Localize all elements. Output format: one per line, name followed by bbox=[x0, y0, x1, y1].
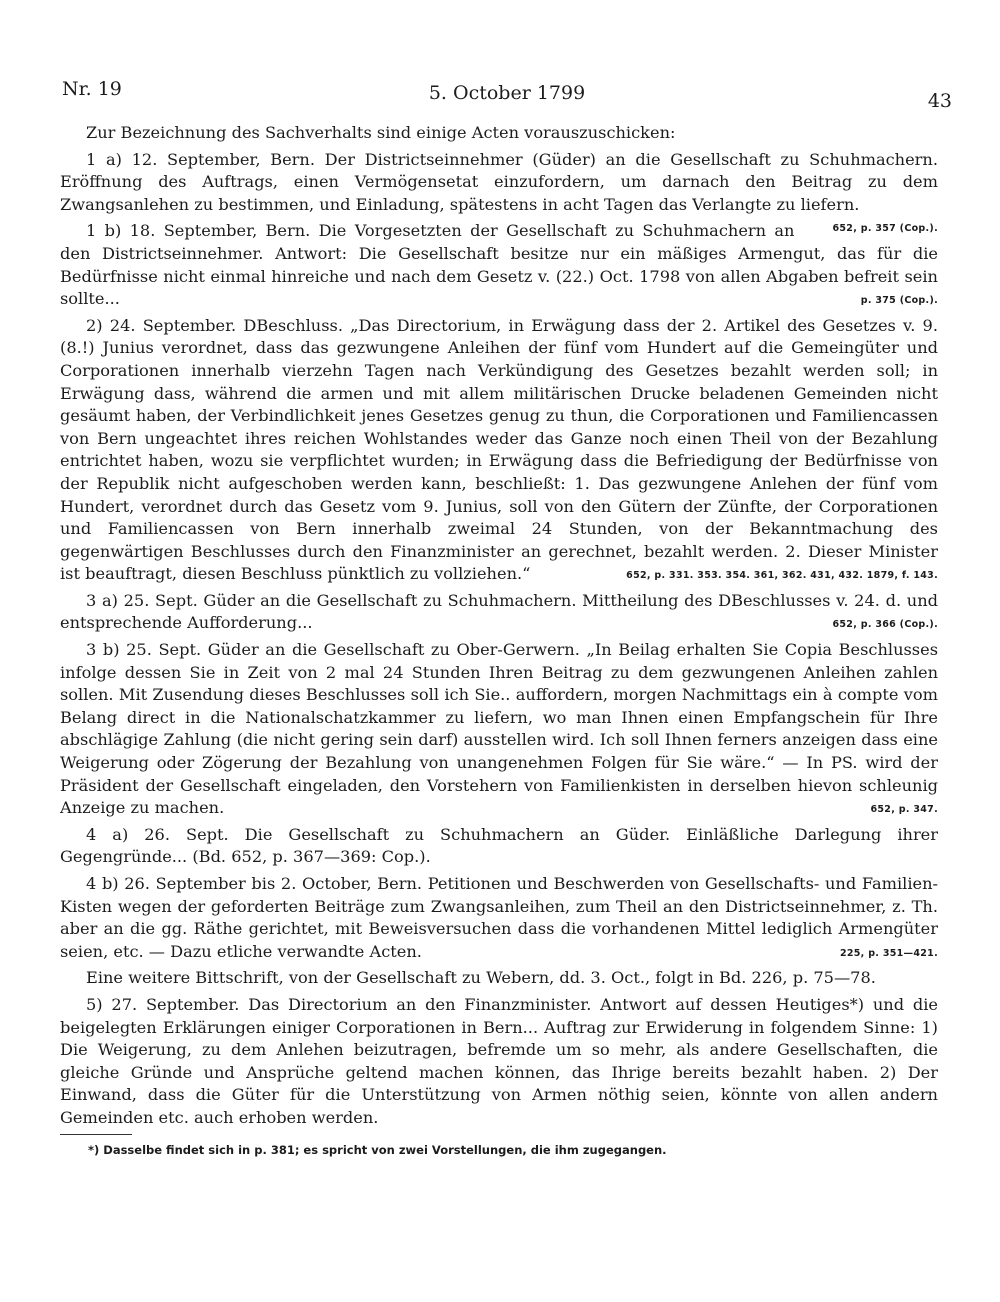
paragraph-4a: 4 a) 26. Sept. Die Gesellschaft zu Schuhmachern an Güder. Einläßliche Darlegung ihrer Gegengründe... (Bd. 652, p. 367—369: Cop.). bbox=[60, 824, 938, 867]
page-number: 43 bbox=[927, 90, 952, 112]
footnote-rule bbox=[60, 1134, 132, 1135]
archive-reference: 652, p. 357 (Cop.). bbox=[832, 223, 938, 235]
archive-reference: 652, p. 347. bbox=[870, 804, 938, 816]
archive-reference: p. 375 (Cop.). bbox=[860, 295, 938, 307]
archive-reference: 652, p. 331. 353. 354. 361, 362. 431, 432. 1879, f. 143. bbox=[626, 570, 938, 582]
document-number: Nr. 19 bbox=[62, 78, 122, 100]
document-body bbox=[60, 122, 938, 1159]
document-date: 5. October 1799 bbox=[428, 82, 586, 104]
paragraph-4b: 4 b) 26. September bis 2. October, Bern. Petitionen und Beschwerden von Gesellschafts- und Familien-Kisten wegen der geforderten Beiträge zum Zwangsanleihen, zum Theil an den Districtseinnehmer, z. Th. aber an die gg. Räthe gerichtet, mit Beweisversuchen dass die vorhandenen Mittel lediglich Armengüter seien, etc. — Dazu etliche verwandte Acten. 225, p. 351—421. bbox=[60, 873, 938, 963]
footnote: *) Dasselbe findet sich in p. 381; es spricht von zwei Vorstellungen, die ihm zugegangen. bbox=[88, 1142, 667, 1157]
paragraph-webern: Eine weitere Bittschrift, von der Gesellschaft zu Webern, dd. 3. Oct., folgt in Bd. 226, p. 75—78. bbox=[86, 968, 876, 988]
paragraph-3a: 3 a) 25. Sept. Güder an die Gesellschaft zu Schuhmachern. Mittheilung des DBeschlusses v. 24. d. und entsprechende Aufforderung... 652, p. 366 (Cop.). bbox=[60, 590, 938, 635]
paragraph-1a: 1 a) 12. September, Bern. Der Districtseinnehmer (Güder) an die Gesellschaft zu Schuhmachern. Eröffnung des Auftrags, einen Vermögensetat einzufordern, um darnach den Beitrag zu dem Zwangsanlehen zu bestimmen, und Einladung, spätestens in acht Tagen das Verlangte zu liefern. 652, p. 357 (Cop.). bbox=[60, 149, 938, 217]
paragraph-5: 5) 27. September. Das Directorium an den Finanzminister. Antwort auf dessen Heutiges*) und die beigelegten Erklärungen einiger Corporationen in Bern... Auftrag zur Erwiderung in folgendem Sinne: 1) Die Weigerung, zu dem Anlehen beizutragen, befremde um so mehr, als andere Gesellschaften, die gleiche Gründe und Ansprüche geltend machen können, das Ihrige bereits bezahlt haben. 2) Der Einwand, dass die Güter für die Unterstützung von Armen nöthig seien, könnte von allen andern Gemeinden etc. auch erhoben werden. bbox=[60, 994, 938, 1127]
page-header bbox=[62, 78, 952, 114]
paragraph-1b: 1 b) 18. September, Bern. Die Vorgesetzten der Gesellschaft zu Schuhmachern an den Districtseinnehmer. Antwort: Die Gesellschaft besitze nur ein mäßiges Armengut, das für die Bedürfnisse nicht einmal hinreiche und nach dem Gesetz v. (22.) Oct. 1798 von allen Abgaben befreit sein sollte... p. 375 (Cop.). bbox=[60, 220, 938, 310]
archive-reference: 652, p. 366 (Cop.). bbox=[832, 619, 938, 631]
paragraph-intro: Zur Bezeichnung des Sachverhalts sind einige Acten vorauszuschicken: bbox=[86, 123, 676, 142]
paragraph-3b: 3 b) 25. Sept. Güder an die Gesellschaft zu Ober-Gerwern. „In Beilag erhalten Sie Copia Beschlusses infolge dessen Sie in Zeit von 2 mal 24 Stunden Ihren Beitrag zu dem gezwungenen Anleihen zahlen sollen. Mit Zusendung dieses Beschlusses soll ich Sie.. auffordern, morgen Nachmittags ein à compte vom Belang direct in die Nationalschatzkammer zu liefern, wo man Ihnen einen Empfangschein für Ihre abschlägige Zahlung (die nicht gering sein darf) ausstellen wird. Ich soll Ihnen ferners anzeigen dass eine Weigerung oder Zögerung der Bezahlung von unangenehmen Folgen für Sie wäre.“ — In PS. wird der Präsident der Gesellschaft eingeladen, den Vorstehern von Familienkisten in derselben hievon schleunig Anzeige zu machen. 652, p. 347. bbox=[60, 639, 938, 820]
paragraph-2: 2) 24. September. DBeschluss. „Das Directorium, in Erwägung dass der 2. Artikel des Gesetzes v. 9. (8.!) Junius verordnet, dass das gezwungene Anleihen der fünf vom Hundert auf die Gemeingüter und Corporationen innerhalb vierzehn Tagen nach Verkündigung des Gesetzes bezahlt werden soll; in Erwägung dass, während die armen und mit allem militärischen Drucke beladenen Gemeinden nicht gesäumt haben, der Verbindlichkeit jenes Gesetzes genug zu thun, die Corporationen und Familiencassen von Bern ungeachtet ihres reichen Wohlstandes weder das Ganze noch einen Theil von der Bezahlung entrichtet haben, wozu sie verpflichtet wurden; in Erwägung dass die Befriedigung der Bedürfnisse von der Republik nicht aufgeschoben werden kann, beschließt: 1. Das gezwungene Anlehen der fünf vom Hundert, verordnet durch das Gesetz vom 9. Junius, soll von den Gütern der Zünfte, der Corporationen und Familiencassen von Bern innerhalb zweimal 24 Stunden, von der Bekanntmachung des gegenwärtigen Beschlusses durch den Finanzminister an gerechnet, bezahlt werden. 2. Dieser Minister ist beauftragt, diesen Beschluss pünktlich zu vollziehen.“ 652, p. 331. 353. 354. 361, 362. 431, 432. 1879, f. 143. bbox=[60, 315, 938, 586]
archive-reference: 225, p. 351—421. bbox=[839, 947, 938, 959]
